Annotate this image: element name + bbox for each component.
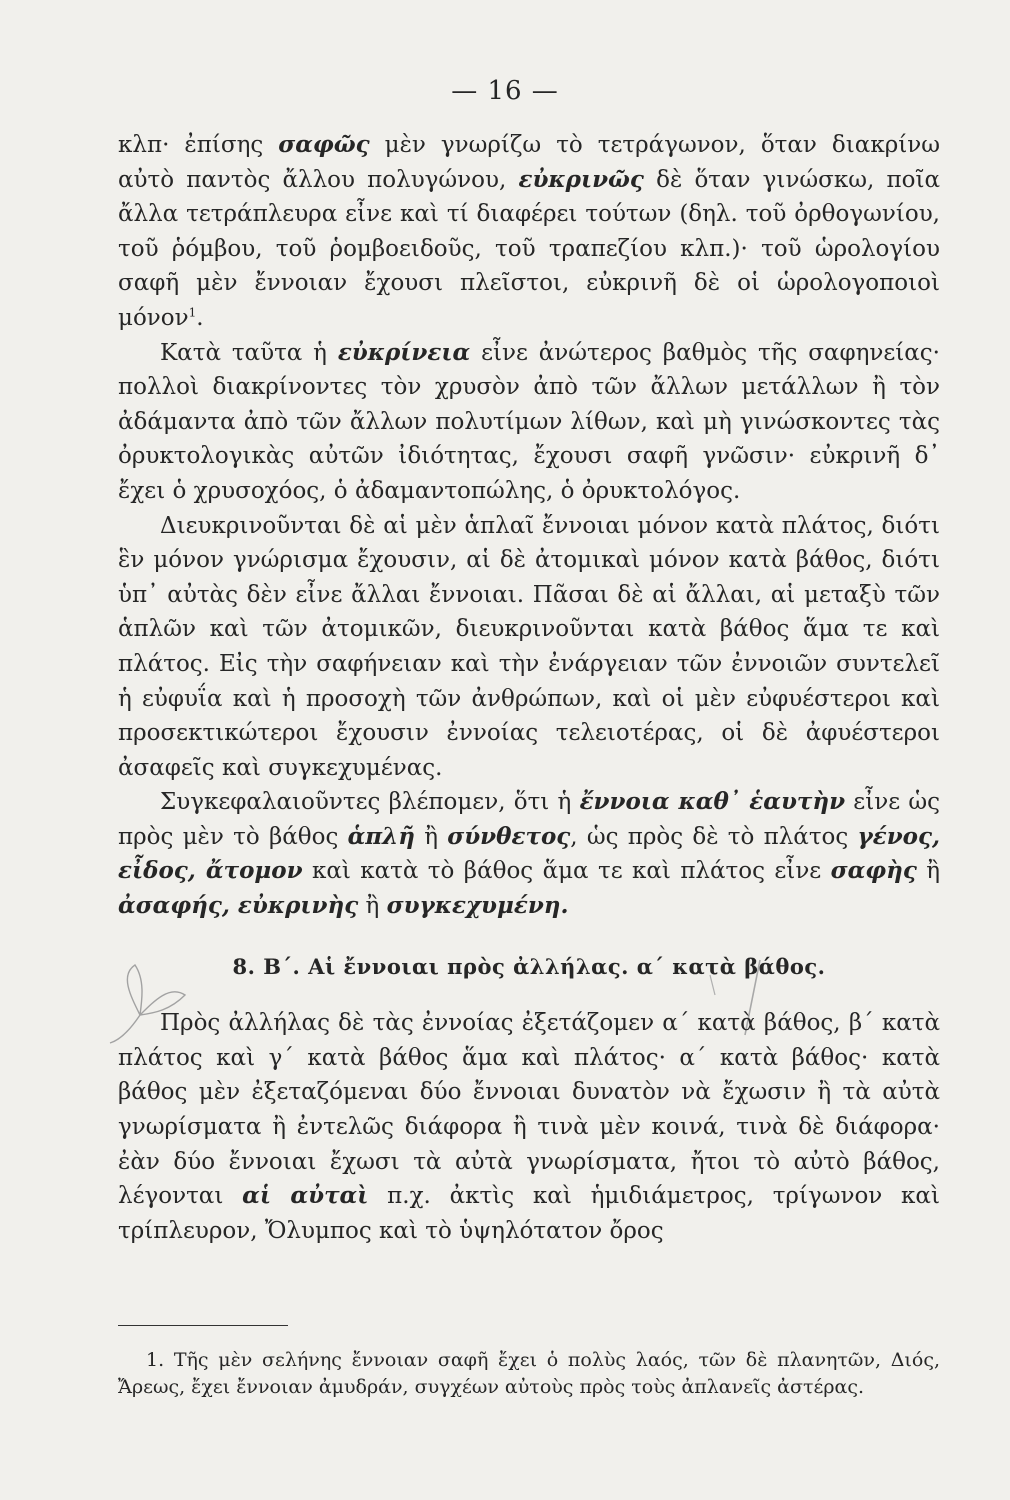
footnote-divider (118, 1325, 288, 1326)
emphasis-eukrineia: εὐκρίνεια (337, 338, 471, 366)
section-heading: 8. Β΄. Αἱ ἔννοιαι πρὸς ἀλλήλας. α΄ κατὰ βάθος. (232, 953, 826, 979)
footnote (118, 1347, 940, 1401)
emphasis-eukrinos: εὐκρινῶς (518, 165, 644, 193)
emphasis-ai-autai: αἱ αὐταὶ (242, 1182, 369, 1210)
paragraph-3: Διευκρινοῦνται δὲ αἱ μὲν ἁπλαῖ ἔννοιαι μόνον κατὰ πλάτος, διότι ἓν μόνον γνώρισμα ἔχουσιν, αἱ δὲ ἀτομικαὶ μόνον κατὰ βάθος, διότι ὑπ᾽ αὐτὰς δὲν εἶνε ἄλλαι ἔννοιαι. Πᾶσαι δὲ αἱ ἄλλαι, αἱ μεταξὺ τῶν ἁπλῶν καὶ τῶν ἀτομικῶν, διευκρινοῦνται κατὰ βάθος ἅμα τε καὶ πλάτος. Εἰς τὴν σαφήνειαν καὶ τὴν ἐνάργειαν τῶν ἐννοιῶν συντελεῖ ἡ εὐφυΐα καὶ ἡ προσοχὴ τῶν ἀνθρώπων, καὶ οἱ μὲν εὐφυέστεροι καὶ προσεκτικώτεροι ἔχουσιν ἐννοίας τελειοτέρας, οἱ δὲ ἀφυέστεροι ἀσαφεῖς καὶ συγκεχυμένας. (118, 512, 940, 781)
paragraph-5: Πρὸς ἀλλήλας δὲ τὰς ἐννοίας ἐξετάζομεν α΄ κατὰ βάθος, β΄ κατὰ πλάτος καὶ γ΄ κατὰ βάθος ἅμα καὶ πλάτος· α΄ κατὰ βάθος· κατὰ βάθος μὲν ἐξεταζόμεναι δύο ἔννοιαι δυνατὸν νὰ ἔχωσιν ἢ τὰ αὐτὰ γνωρίσματα ἢ ἐντελῶς διάφορα ἢ τινὰ μὲν κοινά, τινὰ δὲ διάφορα· ἐὰν δύο ἔννοιαι ἔχωσι τὰ αὐτὰ γνωρίσματα, ἤτοι τὸ αὐτὸ βάθος, λέγονται αἱ αὐταὶ π.χ. ἀκτὶς καὶ ἡμιδιάμετρος, τρίγωνον καὶ τρίπλευρον, Ὄλυμπος καὶ τὸ ὑψηλότατον ὄρος (118, 1010, 940, 1244)
footnote-reference[interactable]: 1 (188, 305, 197, 320)
paragraph-1: κλπ· ἐπίσης σαφῶς μὲν γνωρίζω τὸ τετράγωνον, ὅταν διακρίνω αὐτὸ παντὸς ἄλλου πολυγώνου, εὐκρινῶς δὲ ὅταν γινώσκω, ποῖα ἄλλα τετράπλευρα εἶνε καὶ τί διαφέρει τούτων (δηλ. τοῦ ὀρθογωνίου, τοῦ ῥόμβου, τοῦ ῥομβοειδοῦς, τοῦ τραπεζίου κλπ.)· τοῦ ὡρολογίου σαφῆ μὲν ἔννοιαν ἔχουσι πλεῖστοι, εὐκρινῆ δὲ οἱ ὡρολογοποιοὶ μόνον$^1$. (118, 131, 940, 331)
emphasis-safos: σαφῶς (278, 131, 370, 158)
paragraph-2: Κατὰ ταῦτα ἡ εὐκρίνεια εἶνε ἀνώτερος βαθμὸς τῆς σαφηνείας· πολλοὶ διακρίνοντες τὸν χρυσὸν ἀπὸ τῶν ἄλλων μετάλλων ἢ τὸν ἀδάμαντα ἀπὸ τῶν ἄλλων πολυτίμων λίθων, καὶ μὴ γινώσκοντες τὰς ὀρυκτολογικὰς αὐτῶν ἰδιότητας, ἔχουσι σαφῆ γνῶσιν· εὐκρινῆ δ᾽ ἔχει ὁ χρυσοχόος, ὁ ἀδαμαντοπώλης, ὁ ὀρυκτολόγος. (118, 338, 940, 504)
paragraph-4: Συγκεφαλαιοῦντες βλέπομεν, ὅτι ἡ ἔννοια καθ᾽ ἑαυτὴν εἶνε ὡς πρὸς μὲν τὸ βάθος ἁπλῆ ἢ σύνθετος, ὡς πρὸς δὲ τὸ πλάτος γένος, εἶδος, ἄτομον καὶ κατὰ τὸ βάθος ἅμα τε καὶ πλάτος εἶνε σαφὴς ἢ ἀσαφής, εὐκρινὴς ἢ συγκεχυμένη. (118, 788, 941, 920)
page-number: — 16 — (451, 76, 559, 106)
main-text (118, 128, 940, 1248)
footnote-text: 1. Τῆς μὲν σελήνης ἔννοιαν σαφῆ ἔχει ὁ πολὺς λαός, τῶν δὲ πλανητῶν, Διός, Ἄρεως, ἔχει ἔννοιαν ἀμυδράν, συγχέων αὐτοὺς πρὸς τοὺς ἀπλανεῖς ἀστέρας. (118, 1349, 940, 1398)
